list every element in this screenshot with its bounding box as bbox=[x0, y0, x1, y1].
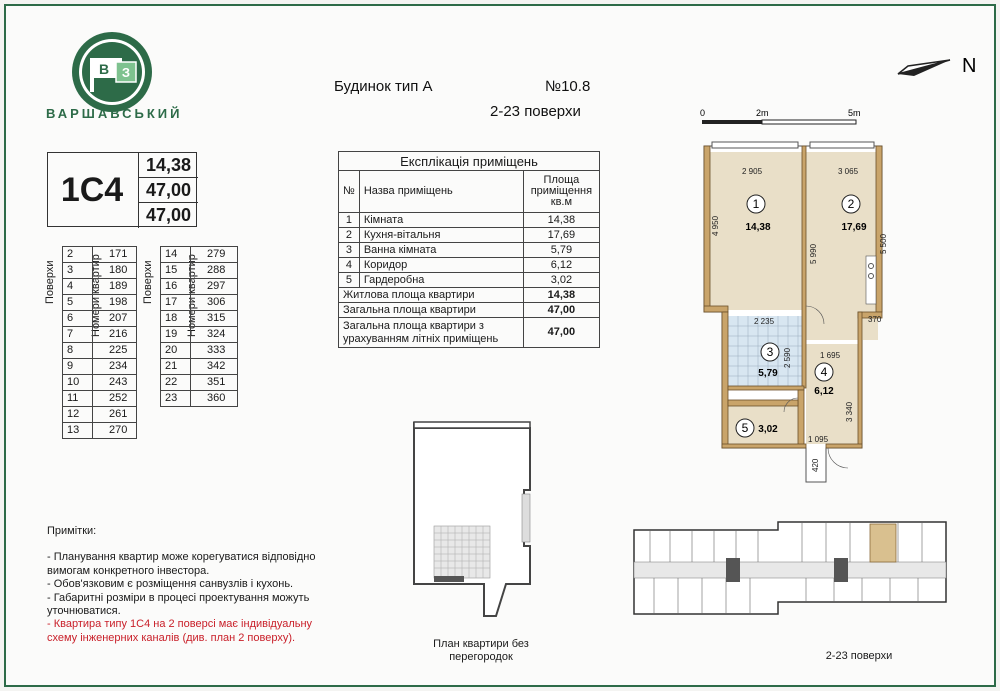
total-area: 47,00 bbox=[523, 318, 599, 348]
logo-letter-z: З bbox=[121, 65, 131, 80]
explication-title: Експлікація приміщень bbox=[339, 152, 600, 171]
explication-table bbox=[338, 151, 600, 348]
apartment-number-cell: 270 bbox=[93, 423, 137, 439]
col-num-header: № bbox=[339, 171, 360, 213]
scale-2m: 2m bbox=[756, 108, 769, 118]
total-name: Загальна площа квартири з урахуванням літніх приміщень bbox=[339, 318, 524, 348]
explication-total-row bbox=[339, 288, 600, 303]
room-5-label: 5 bbox=[741, 421, 749, 435]
room-3-area: 5,79 bbox=[758, 368, 778, 379]
explication-total-row bbox=[339, 318, 600, 348]
apartment-number-cell: 171 bbox=[93, 247, 137, 263]
scale-0: 0 bbox=[700, 108, 706, 118]
unpartitioned-plan bbox=[406, 416, 546, 636]
floor-number: 13 bbox=[63, 423, 93, 439]
room-name: Кімната bbox=[359, 213, 523, 228]
room-name: Коридор bbox=[359, 258, 523, 273]
floors-label: Поверхи bbox=[44, 260, 56, 304]
apartment-number-cell: 207 bbox=[93, 311, 137, 327]
col-area-header: Площа приміщення кв.м bbox=[523, 171, 599, 213]
room-num: 4 bbox=[339, 258, 360, 273]
varshavsky-logo-icon bbox=[70, 30, 154, 114]
explication-row bbox=[339, 258, 600, 273]
total-name: Загальна площа квартири bbox=[339, 303, 524, 318]
dim-corr-w: 1 695 bbox=[820, 351, 841, 360]
floor-row bbox=[161, 263, 238, 279]
caption-floor-plan: 2-23 поверхи bbox=[825, 650, 893, 662]
dim-room1-h: 4 950 bbox=[711, 215, 720, 236]
floor-row bbox=[161, 375, 238, 391]
apartment-number-cell: 180 bbox=[93, 263, 137, 279]
floor-row bbox=[161, 327, 238, 343]
room-name: Гардеробна bbox=[359, 273, 523, 288]
apartment-number: №10.8 bbox=[545, 78, 591, 95]
floor-row bbox=[63, 407, 137, 423]
dim-room2-h: 5 990 bbox=[809, 243, 818, 264]
dim-dress-w: 1 095 bbox=[808, 435, 829, 444]
floor-row bbox=[63, 311, 137, 327]
note-red: - Квартира типу 1С4 на 2 поверсі має індивідуальну схему інженерних каналів (див. план 2 поверху). bbox=[47, 618, 313, 644]
floor-row bbox=[63, 343, 137, 359]
total-area-summer-value: 47,00 bbox=[145, 205, 192, 225]
dim-entry: 420 bbox=[811, 458, 820, 472]
room-num: 2 bbox=[339, 228, 360, 243]
floor-row bbox=[161, 295, 238, 311]
floor-number: 17 bbox=[161, 295, 191, 311]
scale-bar bbox=[696, 106, 876, 130]
room-4-label: 4 bbox=[820, 365, 828, 379]
floor-range: 2-23 поверхи bbox=[490, 103, 581, 120]
living-area-value: 14,38 bbox=[139, 153, 198, 178]
floor-number: 19 bbox=[161, 327, 191, 343]
dim-kitchen-h: 5 500 bbox=[879, 233, 888, 254]
explication-row bbox=[339, 243, 600, 258]
floor-number: 20 bbox=[161, 343, 191, 359]
apartment-number-cell: 360 bbox=[191, 391, 238, 407]
floor-number: 23 bbox=[161, 391, 191, 407]
floor-number: 14 bbox=[161, 247, 191, 263]
apartment-number-cell: 297 bbox=[191, 279, 238, 295]
apartment-number-cell: 234 bbox=[93, 359, 137, 375]
room-area: 6,12 bbox=[523, 258, 599, 273]
apartment-areas bbox=[138, 153, 198, 228]
col-name-header: Назва приміщень bbox=[359, 171, 523, 213]
building-type: Будинок тип А bbox=[334, 78, 433, 95]
floor-number: 18 bbox=[161, 311, 191, 327]
room-area: 14,38 bbox=[523, 213, 599, 228]
room-num: 5 bbox=[339, 273, 360, 288]
floor-number: 8 bbox=[63, 343, 93, 359]
floor-row bbox=[161, 391, 238, 407]
dim-small-w: 370 bbox=[868, 315, 882, 324]
floor-row bbox=[161, 359, 238, 375]
note-1: - Планування квартир може корегуватися відповідно вимогам конкретного інвестора. bbox=[47, 551, 316, 577]
floor-row bbox=[63, 247, 137, 263]
caption-unpartitioned: План квартири без перегородок bbox=[433, 638, 529, 663]
apartment-number-cell: 342 bbox=[191, 359, 238, 375]
apartment-number-cell: 189 bbox=[93, 279, 137, 295]
floor-number: 22 bbox=[161, 375, 191, 391]
floor-number: 5 bbox=[63, 295, 93, 311]
apartments-label: Номери квартир bbox=[90, 254, 102, 337]
explication-total-row bbox=[339, 303, 600, 318]
total-area: 47,00 bbox=[523, 303, 599, 318]
floor-row bbox=[161, 311, 238, 327]
floor-number: 3 bbox=[63, 263, 93, 279]
apartment-number-cell: 261 bbox=[93, 407, 137, 423]
floor-number: 12 bbox=[63, 407, 93, 423]
room-2-label: 2 bbox=[847, 197, 855, 211]
total-area-value: 47,00 bbox=[139, 178, 198, 203]
floor-row bbox=[63, 391, 137, 407]
floor-key-plan bbox=[630, 518, 950, 618]
notes-title: Примітки: bbox=[47, 525, 97, 537]
room-2-area: 17,69 bbox=[841, 222, 867, 233]
apartment-plan bbox=[698, 136, 888, 491]
floor-table-right bbox=[160, 246, 238, 407]
apartment-number-cell: 279 bbox=[191, 247, 238, 263]
apartment-number-cell: 315 bbox=[191, 311, 238, 327]
dim-bath-w: 2 235 bbox=[754, 317, 775, 326]
room-area: 5,79 bbox=[523, 243, 599, 258]
explication-row bbox=[339, 273, 600, 288]
apartment-number-cell: 216 bbox=[93, 327, 137, 343]
floor-number: 2 bbox=[63, 247, 93, 263]
apartment-number-cell: 288 bbox=[191, 263, 238, 279]
floor-number: 9 bbox=[63, 359, 93, 375]
dim-top-right: 3 065 bbox=[838, 167, 859, 176]
floor-row bbox=[161, 247, 238, 263]
dim-top-left: 2 905 bbox=[742, 167, 763, 176]
north-arrow-icon bbox=[894, 52, 994, 84]
floor-number: 4 bbox=[63, 279, 93, 295]
apartment-code: 1С4 bbox=[60, 171, 124, 209]
floor-number: 6 bbox=[63, 311, 93, 327]
logo-letter-v: В bbox=[98, 61, 110, 77]
north-label: N bbox=[962, 55, 977, 77]
floor-row bbox=[161, 343, 238, 359]
apartment-number-cell: 243 bbox=[93, 375, 137, 391]
apartment-number-cell: 252 bbox=[93, 391, 137, 407]
floor-number: 16 bbox=[161, 279, 191, 295]
floor-number: 10 bbox=[63, 375, 93, 391]
floor-row bbox=[63, 327, 137, 343]
scale-5m: 5m bbox=[848, 108, 861, 118]
room-3-label: 3 bbox=[766, 345, 774, 359]
room-1-area: 14,38 bbox=[745, 222, 771, 233]
room-5-area: 3,02 bbox=[758, 424, 778, 435]
notes-block bbox=[47, 525, 337, 645]
note-2: - Обов'язковим є розміщення санвузлів і кухонь. bbox=[47, 578, 294, 591]
room-name: Ванна кімната bbox=[359, 243, 523, 258]
dim-corr-h: 3 340 bbox=[845, 401, 854, 422]
total-area: 14,38 bbox=[523, 288, 599, 303]
room-area: 17,69 bbox=[523, 228, 599, 243]
dim-bath-h: 2 590 bbox=[783, 347, 792, 368]
room-4-area: 6,12 bbox=[814, 386, 834, 397]
floor-table-left bbox=[62, 246, 137, 439]
floor-row bbox=[63, 263, 137, 279]
floor-row bbox=[63, 279, 137, 295]
floor-number: 21 bbox=[161, 359, 191, 375]
floor-row bbox=[63, 359, 137, 375]
room-num: 3 bbox=[339, 243, 360, 258]
floor-row bbox=[63, 423, 137, 439]
floor-row bbox=[63, 295, 137, 311]
room-1-label: 1 bbox=[752, 197, 760, 211]
note-3: - Габаритні розміри в процесі проектування можуть уточнюватися. bbox=[47, 591, 310, 618]
total-name: Житлова площа квартири bbox=[339, 288, 524, 303]
room-name: Кухня-вітальня bbox=[359, 228, 523, 243]
apartment-number-cell: 351 bbox=[191, 375, 238, 391]
apartment-number-cell: 198 bbox=[93, 295, 137, 311]
apartment-number-cell: 306 bbox=[191, 295, 238, 311]
floors-label-2: Поверхи bbox=[142, 260, 154, 304]
floor-row bbox=[161, 279, 238, 295]
room-num: 1 bbox=[339, 213, 360, 228]
floor-row bbox=[63, 375, 137, 391]
plan-sheet bbox=[4, 4, 996, 687]
room-area: 3,02 bbox=[523, 273, 599, 288]
explication-row bbox=[339, 213, 600, 228]
brand-name: ВАРШАВСЬКИЙ bbox=[46, 106, 183, 121]
apartment-number-cell: 324 bbox=[191, 327, 238, 343]
floor-number: 15 bbox=[161, 263, 191, 279]
explication-row bbox=[339, 228, 600, 243]
apartment-number-cell: 225 bbox=[93, 343, 137, 359]
apartment-summary bbox=[47, 152, 197, 227]
apartment-number-cell: 333 bbox=[191, 343, 238, 359]
floor-number: 7 bbox=[63, 327, 93, 343]
apartments-label-2: Номери квартир bbox=[186, 254, 198, 337]
floor-number: 11 bbox=[63, 391, 93, 407]
